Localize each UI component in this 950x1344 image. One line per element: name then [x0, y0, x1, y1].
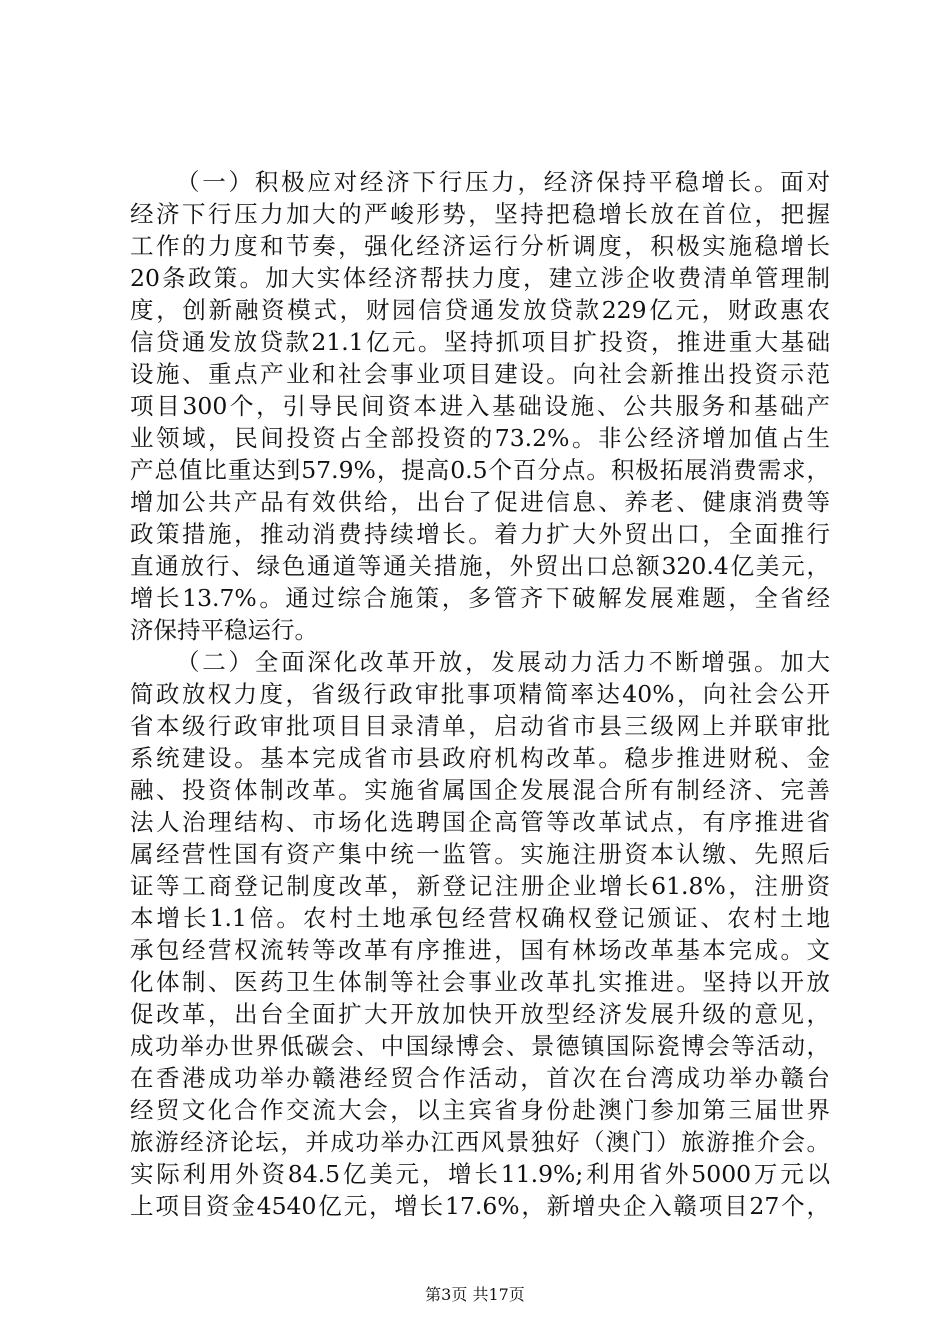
page-number-footer: 第3页 共17页 — [425, 1285, 525, 1304]
body-text — [130, 166, 830, 1222]
paragraph-1-line: 产总值比重达到57.9%，提高0.5个百分点。积极拓展消费需求， — [130, 456, 830, 484]
paragraph-1-line: 经济下行压力加大的严峻形势，坚持把稳增长放在首位，把握 — [130, 200, 830, 228]
paragraph-2-line: （二）全面深化改革开放，发展动力活力不断增强。加大 — [176, 648, 830, 676]
paragraph-2-line: 旅游经济论坛，并成功举办江西风景独好（澳门）旅游推介会。 — [130, 1128, 830, 1156]
paragraph-1-line: 工作的力度和节奏，强化经济运行分析调度，积极实施稳增长 — [130, 232, 830, 260]
paragraph-1-last-line: 济保持平稳运行。 — [130, 616, 318, 644]
paragraph-2-line: 本增长1.1倍。农村土地承包经营权确权登记颁证、农村土地 — [130, 904, 830, 932]
paragraph-1-line: 信贷通发放贷款21.1亿元。坚持抓项目扩投资，推进重大基础 — [130, 328, 830, 356]
paragraph-2-line: 系统建设。基本完成省市县政府机构改革。稳步推进财税、金 — [130, 744, 830, 772]
paragraph-1-line: 项目300个，引导民间资本进入基础设施、公共服务和基础产 — [130, 392, 830, 420]
paragraph-1-line: 业领域，民间投资占全部投资的73.2%。非公经济增加值占生 — [130, 424, 830, 452]
paragraph-2-line: 化体制、医药卫生体制等社会事业改革扎实推进。坚持以开放 — [130, 968, 830, 996]
paragraph-1-line: 增长13.7%。通过综合施策，多管齐下破解发展难题，全省经 — [130, 584, 830, 612]
paragraph-1-line: 设施、重点产业和社会事业项目建设。向社会新推出投资示范 — [130, 360, 830, 388]
paragraph-2-line: 实际利用外资84.5亿美元，增长11.9%;利用省外5000万元以 — [130, 1160, 830, 1188]
paragraph-1-line: 政策措施，推动消费持续增长。着力扩大外贸出口，全面推行 — [130, 520, 830, 548]
paragraph-2-line: 承包经营权流转等改革有序推进，国有林场改革基本完成。文 — [130, 936, 830, 964]
paragraph-2-line: 省本级行政审批项目目录清单，启动省市县三级网上并联审批 — [130, 712, 830, 740]
paragraph-2-line: 法人治理结构、市场化选聘国企高管等改革试点，有序推进省 — [130, 808, 830, 836]
paragraph-2-line: 在香港成功举办赣港经贸合作活动，首次在台湾成功举办赣台 — [130, 1064, 830, 1092]
paragraph-2-line: 简政放权力度，省级行政审批事项精简率达40%，向社会公开 — [130, 680, 830, 708]
paragraph-1-line: 度，创新融资模式，财园信贷通发放贷款229亿元，财政惠农 — [130, 296, 830, 324]
paragraph-1-line: 直通放行、绿色通道等通关措施，外贸出口总额320.4亿美元， — [130, 552, 830, 580]
paragraph-2-line: 成功举办世界低碳会、中国绿博会、景德镇国际瓷博会等活动， — [130, 1032, 830, 1060]
paragraph-1-line: （一）积极应对经济下行压力，经济保持平稳增长。面对 — [176, 168, 830, 196]
paragraph-1-line: 20条政策。加大实体经济帮扶力度，建立涉企收费清单管理制 — [130, 264, 830, 292]
paragraph-2-line: 证等工商登记制度改革，新登记注册企业增长61.8%，注册资 — [130, 872, 830, 900]
paragraph-2-line: 经贸文化合作交流大会，以主宾省身份赴澳门参加第三届世界 — [130, 1096, 830, 1124]
paragraph-1-line: 增加公共产品有效供给，出台了促进信息、养老、健康消费等 — [130, 488, 830, 516]
paragraph-2-line: 属经营性国有资产集中统一监管。实施注册资本认缴、先照后 — [130, 840, 830, 868]
paragraph-2-line: 上项目资金4540亿元，增长17.6%，新增央企入赣项目27个， — [130, 1192, 830, 1220]
paragraph-2-line: 促改革，出台全面扩大开放加快开放型经济发展升级的意见， — [130, 1000, 830, 1028]
paragraph-2-line: 融、投资体制改革。实施省属国企发展混合所有制经济、完善 — [130, 776, 830, 804]
